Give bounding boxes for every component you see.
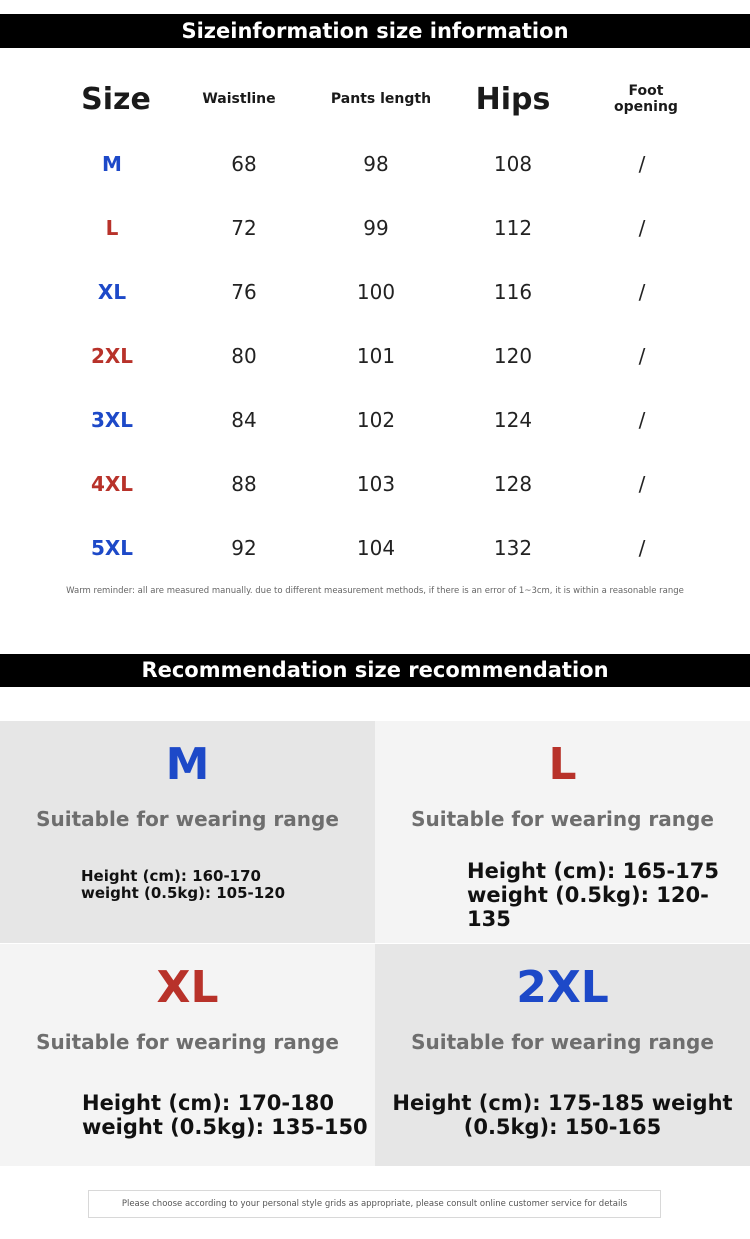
waist-cell: 72 (231, 216, 257, 240)
panel-subtitle: Suitable for wearing range (36, 807, 339, 831)
recommendation-panel-2xl (375, 944, 750, 1166)
foot-cell: / (638, 152, 646, 176)
waist-cell: 76 (231, 280, 257, 304)
panel-subtitle: Suitable for wearing range (411, 807, 714, 831)
panel-subtitle: Suitable for wearing range (36, 1030, 339, 1054)
panel-weight-line: (0.5kg): 150-165 (463, 1115, 662, 1139)
table-row (0, 144, 750, 184)
table-row (0, 400, 750, 440)
table-row (0, 272, 750, 312)
recommendation-panel-m (0, 721, 375, 943)
foot-cell: / (638, 408, 646, 432)
length-cell: 103 (356, 472, 396, 496)
header-pants-length: Pants length (330, 91, 432, 107)
size-cell: XL (97, 280, 127, 304)
panel-height-line: Height (cm): 170-180 (82, 1091, 334, 1115)
panel-size-label: 2XL (516, 962, 609, 1013)
table-row (0, 528, 750, 568)
panel-info (467, 859, 750, 931)
header-foot-opening (596, 76, 696, 122)
foot-cell: / (638, 472, 646, 496)
panel-size-label: XL (156, 962, 219, 1013)
header-hips: Hips (475, 81, 551, 117)
panel-weight-line: weight (0.5kg): 135-150 (82, 1115, 368, 1139)
hips-cell: 128 (493, 472, 533, 496)
table-row (0, 464, 750, 504)
header-size: Size (81, 81, 151, 117)
hips-cell: 124 (493, 408, 533, 432)
panel-subtitle: Suitable for wearing range (411, 1030, 714, 1054)
length-cell: 99 (363, 216, 389, 240)
panel-weight-line: weight (0.5kg): 120-135 (467, 883, 709, 931)
length-cell: 98 (363, 152, 389, 176)
header-foot-opening-line2: opening (614, 99, 678, 115)
size-cell: L (105, 216, 119, 240)
length-cell: 100 (356, 280, 396, 304)
waist-cell: 92 (231, 536, 257, 560)
length-cell: 104 (356, 536, 396, 560)
warm-reminder-text: Warm reminder: all are measured manually. due to different measurement methods, if there is an error of 1~3cm, it is within a reasonable range (66, 586, 684, 596)
recommendation-panel-xl (0, 944, 375, 1166)
size-recommendation-banner: Recommendation size recommendation (0, 654, 750, 687)
hips-cell: 112 (493, 216, 533, 240)
size-cell: 2XL (90, 344, 134, 368)
panel-weight-line: weight (0.5kg): 105-120 (81, 884, 286, 902)
panel-height-line: Height (cm): 165-175 (467, 859, 719, 883)
size-information-banner: Sizeinformation size information (0, 14, 750, 48)
recommendation-panel-l (375, 721, 750, 943)
hips-cell: 116 (493, 280, 533, 304)
foot-cell: / (638, 216, 646, 240)
header-waistline: Waistline (202, 91, 276, 107)
size-cell: 4XL (90, 472, 134, 496)
table-row (0, 336, 750, 376)
foot-cell: / (638, 344, 646, 368)
foot-cell: / (638, 536, 646, 560)
foot-cell: / (638, 280, 646, 304)
table-row (0, 208, 750, 248)
waist-cell: 80 (231, 344, 257, 368)
size-cell: 3XL (90, 408, 134, 432)
size-cell: M (102, 152, 122, 176)
header-foot-opening-line1: Foot (628, 83, 664, 99)
size-cell: 5XL (90, 536, 134, 560)
hips-cell: 120 (493, 344, 533, 368)
length-cell: 101 (356, 344, 396, 368)
panel-info (81, 868, 285, 902)
panel-height-line: Height (cm): 175-185 weight (392, 1091, 733, 1115)
panel-info (375, 1091, 750, 1139)
waist-cell: 68 (231, 152, 257, 176)
footer-note: Please choose according to your personal style grids as appropriate, please consult online customer service for details (88, 1190, 661, 1218)
hips-cell: 132 (493, 536, 533, 560)
length-cell: 102 (356, 408, 396, 432)
waist-cell: 84 (231, 408, 257, 432)
panel-size-label: L (548, 739, 577, 790)
waist-cell: 88 (231, 472, 257, 496)
panel-size-label: M (165, 739, 210, 790)
hips-cell: 108 (493, 152, 533, 176)
panel-height-line: Height (cm): 160-170 (81, 867, 261, 885)
panel-info (82, 1091, 368, 1139)
